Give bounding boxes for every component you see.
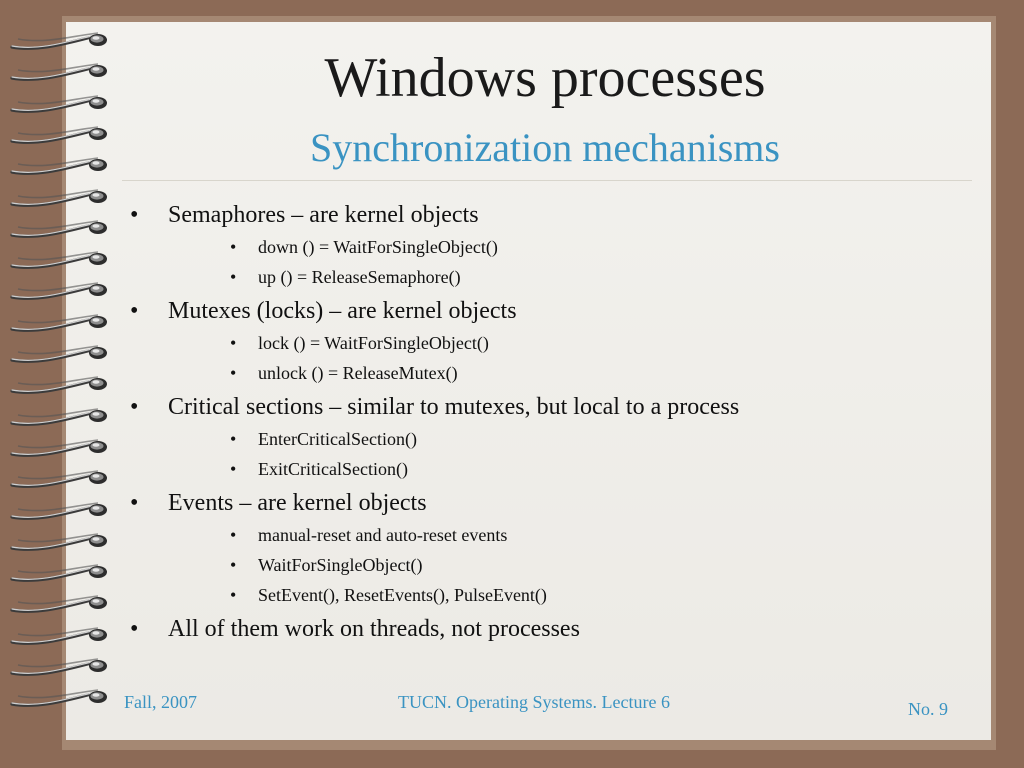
footer-course: TUCN. Operating Systems. Lecture 6	[398, 692, 670, 712]
spiral-ring	[0, 249, 115, 271]
sub-bullet-item	[126, 358, 976, 388]
spiral-ring	[0, 562, 115, 584]
sub-bullet-text: EnterCriticalSection()	[258, 429, 417, 449]
bullet-text: Critical sections – similar to mutexes, but local to a process	[168, 394, 740, 420]
spiral-ring	[0, 218, 115, 240]
bullet-icon: •	[130, 394, 139, 420]
sub-bullet-text: up () = ReleaseSemaphore()	[258, 267, 461, 287]
bullet-item	[126, 390, 976, 424]
sub-bullet-item	[126, 580, 976, 610]
spiral-ring	[0, 30, 115, 52]
slide-subtitle: Synchronization mechanisms	[310, 125, 780, 170]
spiral-ring	[0, 656, 115, 678]
bullet-icon: •	[130, 490, 139, 516]
bullet-item	[126, 294, 976, 328]
bullet-icon: •	[230, 429, 237, 449]
sub-bullet-text: manual-reset and auto-reset events	[258, 525, 508, 545]
divider	[122, 180, 972, 181]
sub-bullet-item	[126, 454, 976, 484]
bullet-icon: •	[230, 333, 237, 353]
spiral-ring	[0, 155, 115, 177]
sub-bullet-text: down () = WaitForSingleObject()	[258, 237, 498, 257]
sub-bullet-text: unlock () = ReleaseMutex()	[258, 363, 458, 383]
bullet-item	[126, 612, 976, 646]
spiral-ring	[0, 374, 115, 396]
spiral-ring	[0, 312, 115, 334]
bullet-icon: •	[230, 237, 237, 257]
spiral-ring	[0, 437, 115, 459]
bullet-icon: •	[230, 363, 237, 383]
spiral-ring	[0, 687, 115, 709]
footer-date: Fall, 2007	[124, 692, 198, 712]
sub-bullet-text: ExitCriticalSection()	[258, 459, 408, 479]
bullet-text: Mutexes (locks) – are kernel objects	[168, 298, 517, 324]
sub-bullet-item	[126, 328, 976, 358]
sub-bullet-text: lock () = WaitForSingleObject()	[258, 333, 489, 353]
bullet-text: Semaphores – are kernel objects	[168, 202, 479, 228]
bullet-icon: •	[230, 459, 237, 479]
spiral-ring	[0, 531, 115, 553]
spiral-ring	[0, 625, 115, 647]
bullet-icon: •	[230, 585, 237, 605]
footer-page-number: No. 9	[908, 699, 948, 719]
bullet-icon: •	[230, 555, 237, 575]
bullet-icon: •	[230, 267, 237, 287]
sub-bullet-text: SetEvent(), ResetEvents(), PulseEvent()	[258, 585, 547, 605]
spiral-ring	[0, 280, 115, 302]
bullet-icon: •	[130, 202, 139, 228]
bullet-list	[126, 198, 976, 646]
sub-bullet-item	[126, 520, 976, 550]
bullet-item	[126, 486, 976, 520]
slide-title: Windows processes	[324, 47, 766, 109]
bullet-text: Events – are kernel objects	[168, 490, 427, 516]
sub-bullet-item	[126, 262, 976, 292]
spiral-ring	[0, 406, 115, 428]
spiral-ring	[0, 468, 115, 490]
spiral-ring	[0, 343, 115, 365]
spiral-ring	[0, 593, 115, 615]
sub-bullet-item	[126, 232, 976, 262]
spiral-ring	[0, 61, 115, 83]
sub-bullet-item	[126, 424, 976, 454]
sub-bullet-text: WaitForSingleObject()	[258, 555, 423, 575]
bullet-icon: •	[230, 525, 237, 545]
sub-bullet-item	[126, 550, 976, 580]
bullet-icon: •	[130, 298, 139, 324]
bullet-item	[126, 198, 976, 232]
spiral-ring	[0, 500, 115, 522]
spiral-ring	[0, 187, 115, 209]
spiral-ring	[0, 93, 115, 115]
spiral-ring	[0, 124, 115, 146]
bullet-icon: •	[130, 616, 139, 642]
bullet-text: All of them work on threads, not processes	[168, 616, 580, 642]
